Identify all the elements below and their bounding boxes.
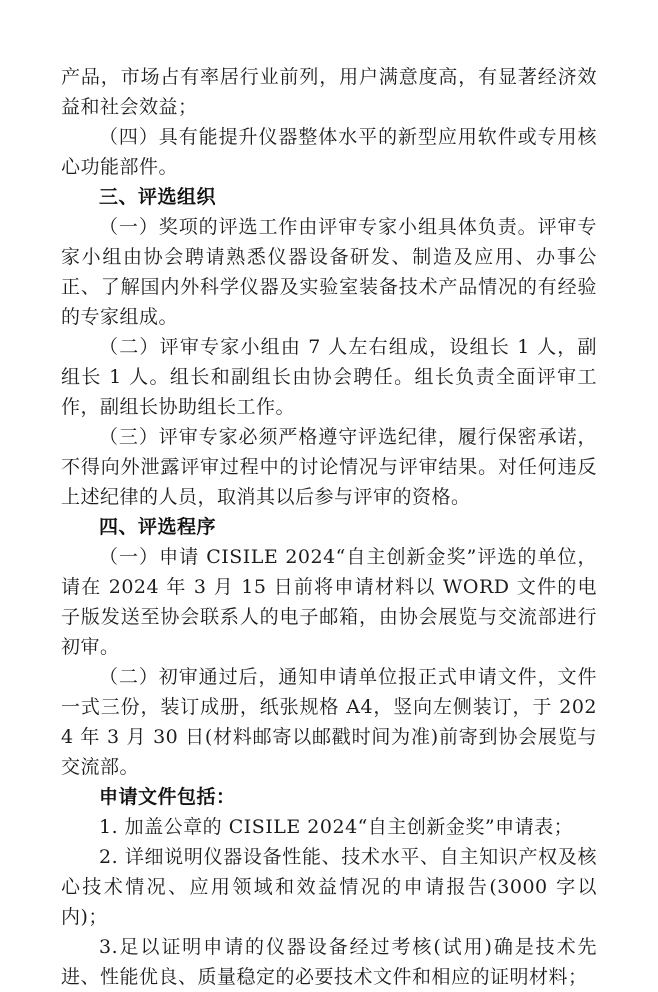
paragraph-org-item-2: （二）评审专家小组由 7 人左右组成，设组长 1 人，副组长 1 人。组长和副组长由协会聘任。组长负责全面评审工作，副组长协助组长工作。 (61, 336, 597, 418)
application-file-item-2: 2. 详细说明仪器设备性能、技术水平、自主知识产权及核心技术情况、应用领域和效益情况的申请报告(3000 字以内)； (61, 846, 597, 928)
application-file-item-1: 1. 加盖公章的 CISILE 2024“自主创新金奖”申请表； (99, 816, 574, 838)
paragraph-org-item-1: （一）奖项的评选工作由评审专家小组具体负责。评审专家小组由协会聘请熟悉仪器设备研发、制造及应用、办事公正、了解国内外科学仪器及实验室装备技术产品情况的有经验的专家组成。 (61, 216, 597, 328)
application-file-item-3: 3.足以证明申请的仪器设备经过考核(试用)确是技术先进、性能优良、质量稳定的必要技术文件和相应的证明材料； (61, 936, 597, 988)
paragraph-item-4: （四）具有能提升仪器整体水平的新型应用软件或专用核心功能部件。 (61, 126, 597, 178)
paragraph-procedure-item-2: （二）初审通过后，通知申请单位报正式申请文件，文件一式三份，装订成册，纸张规格 A4，竖向左侧装订，于 2024 年 3 月 30 日(材料邮寄以邮戳时间为准)前寄到协会展览与交流部。 (61, 666, 597, 778)
document-page (61, 62, 597, 992)
paragraph-procedure-item-1: （一）申请 CISILE 2024“自主创新金奖”评选的单位，请在 2024 年 3 月 15 日前将申请材料以 WORD 文件的电子版发送至协会联系人的电子邮箱，由协会展览与交流部进行初审。 (61, 546, 597, 658)
section-heading-evaluation-procedure: 四、评选程序 (99, 516, 217, 538)
application-files-heading: 申请文件包括： (99, 786, 236, 808)
paragraph-continuation: 产品，市场占有率居行业前列，用户满意度高，有显著经济效益和社会效益； (61, 66, 597, 118)
section-heading-evaluation-organization: 三、评选组织 (99, 186, 217, 208)
paragraph-org-item-3: （三）评审专家必须严格遵守评选纪律，履行保密承诺，不得向外泄露评审过程中的讨论情况与评审结果。对任何违反上述纪律的人员，取消其以后参与评审的资格。 (61, 426, 597, 508)
